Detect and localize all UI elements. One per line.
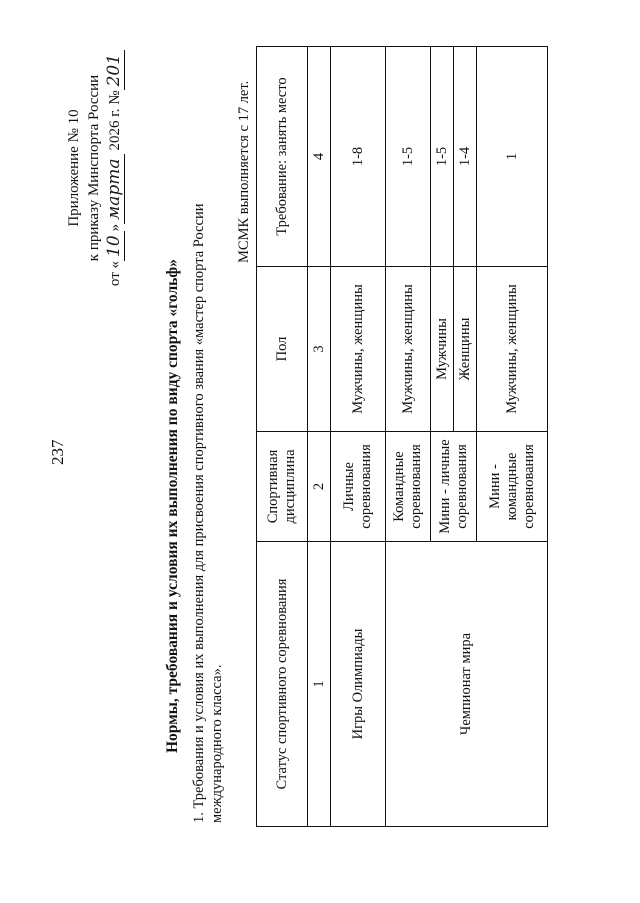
col-number-1: 1 [308,542,331,827]
gender-cell: Мужчины, женщины [477,267,548,432]
place-cell: 1-5 [386,47,431,267]
col-number-4: 4 [308,47,331,267]
place-cell: 1-8 [331,47,386,267]
header-place: Требование: занять место [257,47,308,267]
date-year: 2026 г. № [107,90,123,151]
date-prefix: от « [107,260,123,287]
handwritten-number: 201 [104,50,125,90]
table-header-row [257,47,308,827]
gender-cell: Мужчины, женщины [386,267,431,432]
header-gender: Пол [257,267,308,432]
place-cell: 1-5 [431,47,454,267]
discipline-cell: Мини - командные соревнования [477,432,548,542]
discipline-cell: Мини - личные соревнования [431,432,477,542]
header-discipline: Спортивная дисциплина [257,432,308,542]
discipline-cell: Командные соревнования [386,432,431,542]
gender-cell: Мужчины, женщины [331,267,386,432]
appendix-date-line [104,33,125,303]
document-heading: Нормы, требования и условия их выполнения по виду спорта «гольф» [164,259,181,753]
place-cell: 1-4 [454,47,477,267]
col-number-2: 2 [308,432,331,542]
status-cell: Игры Олимпиады [331,542,386,827]
header-status: Статус спортивного соревнования [257,542,308,827]
date-quote: » [107,223,123,232]
handwritten-month: марта [104,154,125,223]
gender-cell: Мужчины [431,267,454,432]
col-number-3: 3 [308,267,331,432]
requirements-paragraph: 1. Требования и условия их выполнения для присвоения спортивного звания «мастер спорта России международного класса». [191,203,225,823]
appendix-title: Приложение № 10 [66,109,82,227]
gender-cell: Женщины [454,267,477,432]
place-cell: 1 [477,47,548,267]
page-number: 237 [48,439,67,465]
status-cell: Чемпионат мира [386,542,548,827]
appendix-block [64,33,125,303]
handwritten-day: 10 [104,231,125,261]
norms-table [256,46,548,827]
age-note: МСМК выполняется с 17 лет. [236,80,252,263]
appendix-order: к приказу Минспорта России [86,74,102,262]
discipline-cell: Личные соревнования [331,432,386,542]
table-row [386,47,431,827]
table-row [331,47,386,827]
table-number-row [308,47,331,827]
